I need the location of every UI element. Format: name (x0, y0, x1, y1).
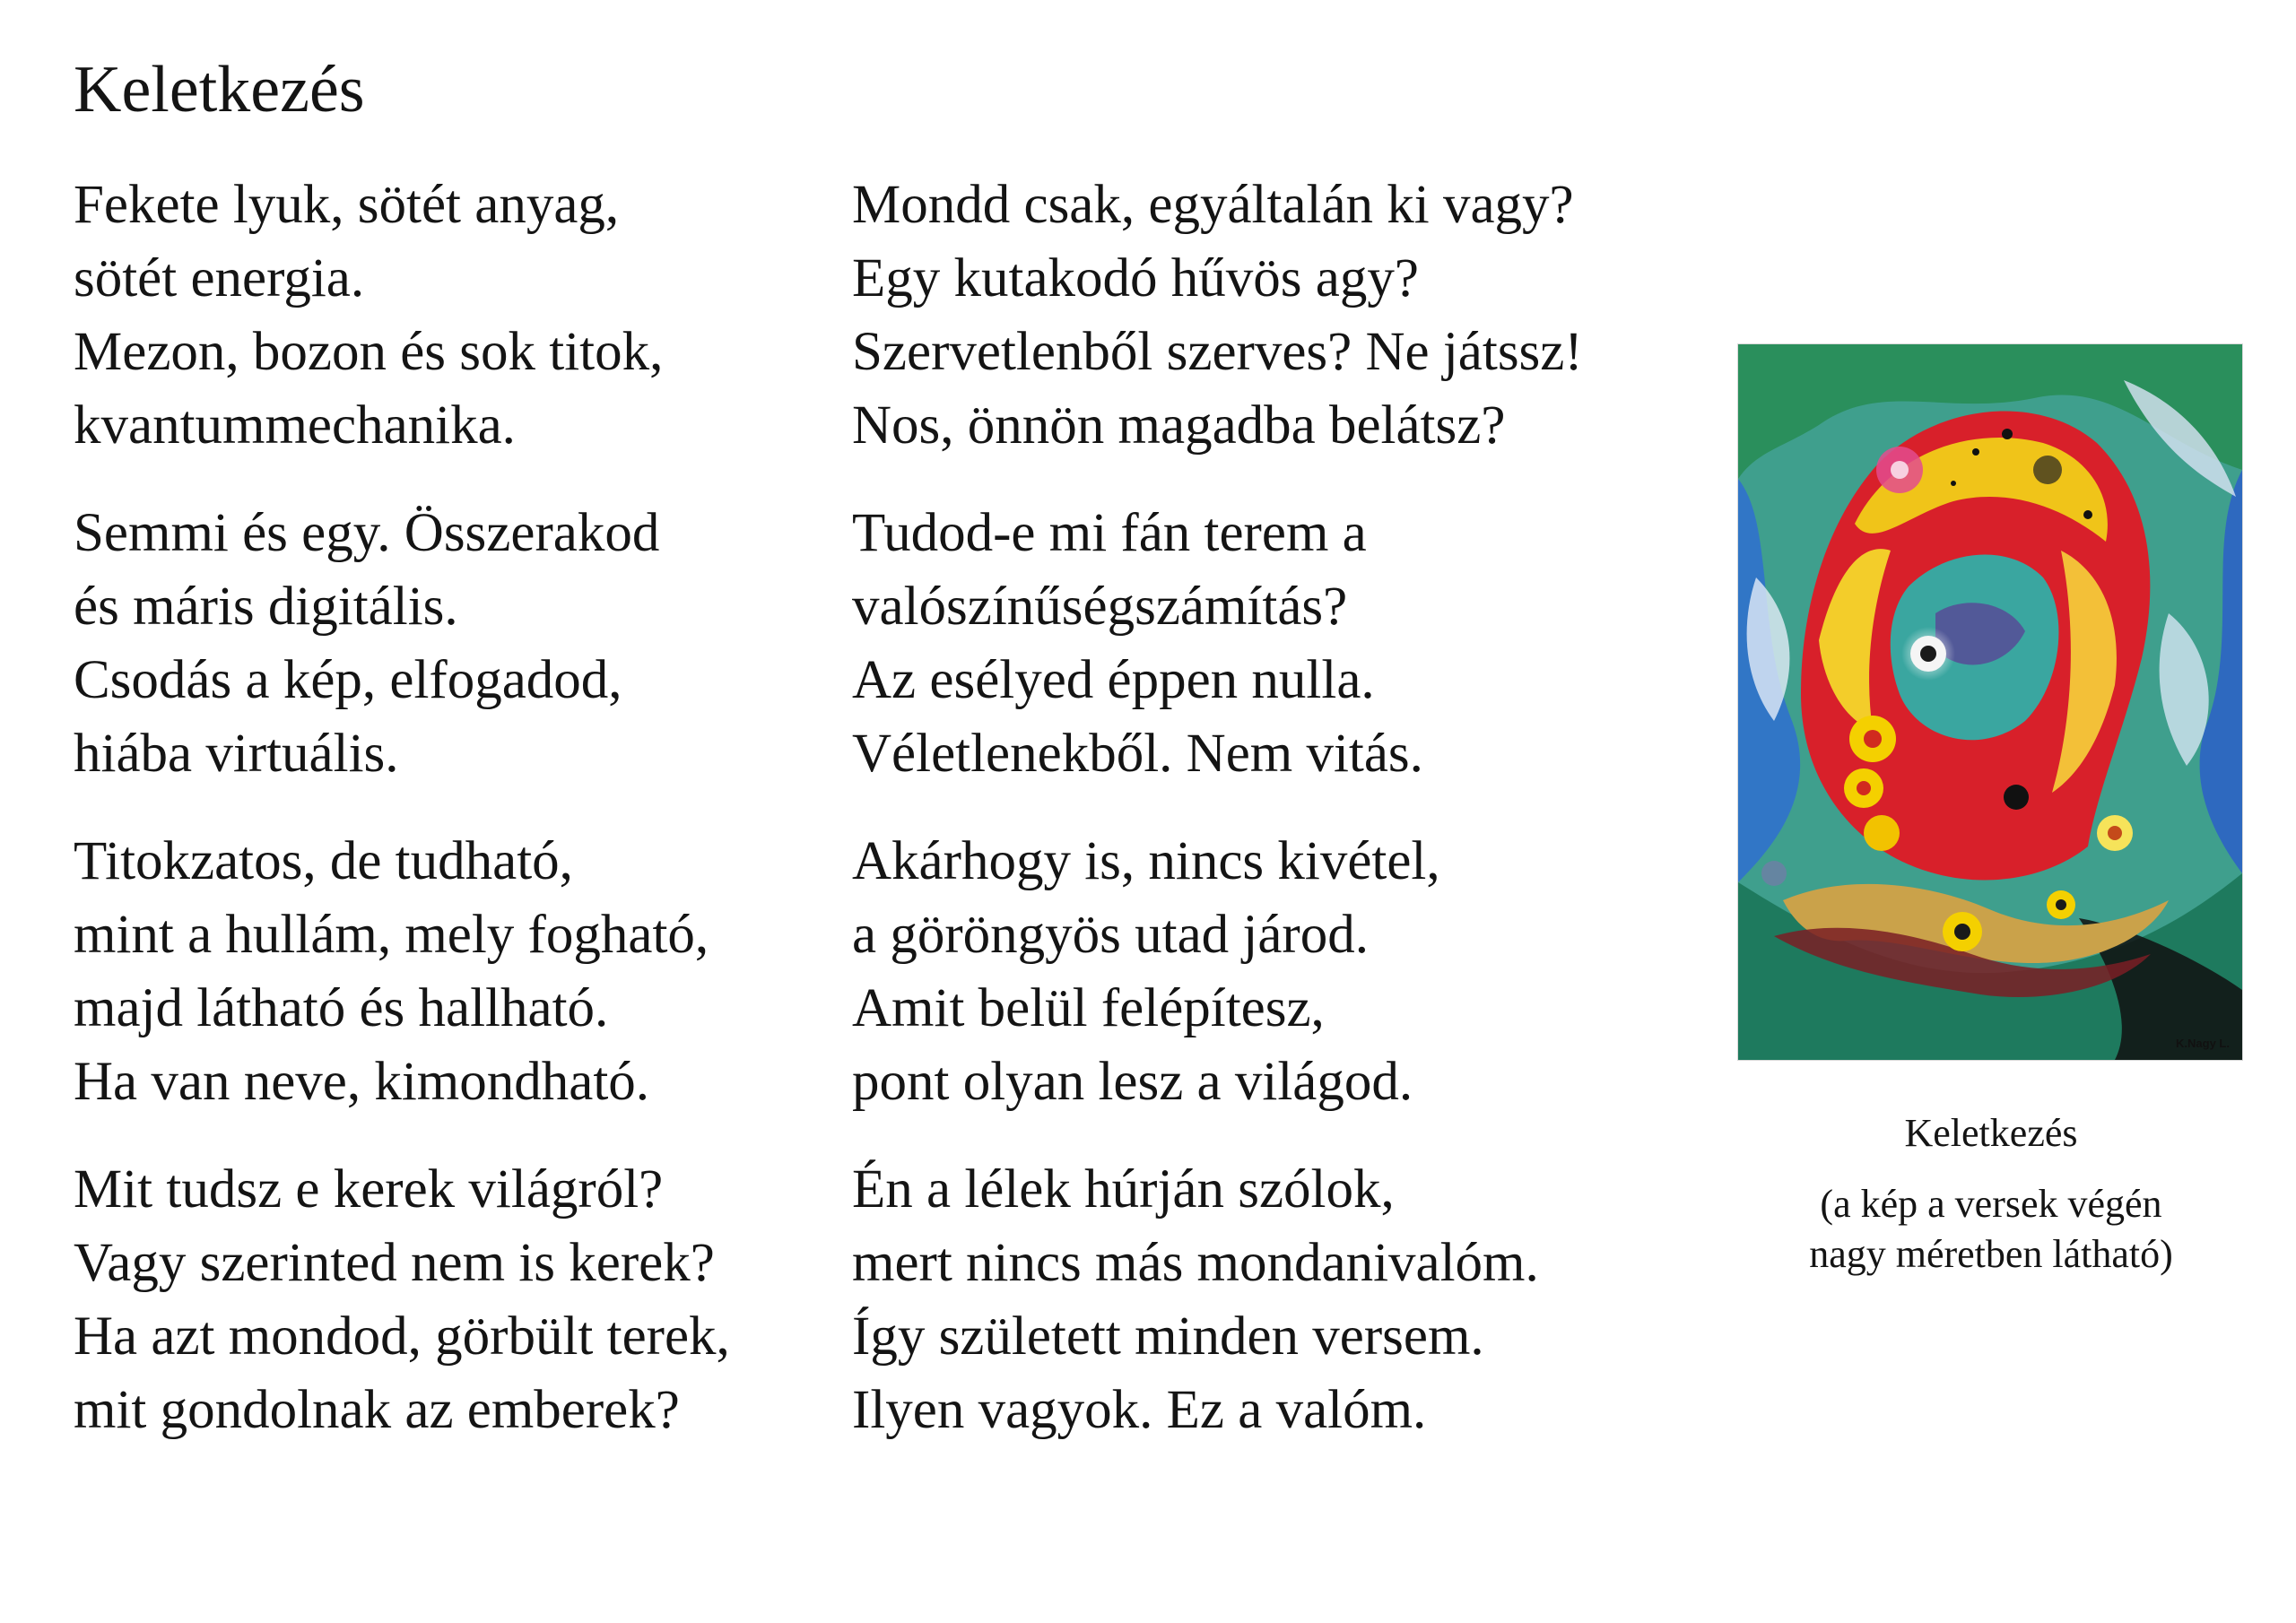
painting-artwork (1738, 344, 2242, 1060)
poem-line: Egy kutakodó hűvös agy? (852, 248, 1419, 308)
stanza (852, 1153, 1641, 1447)
poem-line: hiába virtuális. (74, 724, 399, 784)
poem-line: Véletlenekből. Nem vitás. (852, 724, 1423, 784)
poem-line: Akárhogy is, nincs kivétel, (852, 831, 1440, 891)
poem-line: Én a lélek húrján szólok, (852, 1159, 1395, 1219)
image-caption-title: Keletkezés (1904, 1111, 2078, 1155)
poem-line: Ha azt mondod, görbült terek, (74, 1306, 730, 1367)
stanza (74, 497, 863, 791)
stanza (74, 169, 863, 463)
poem-line: Ilyen vagyok. Ez a valóm. (852, 1380, 1427, 1440)
poem-title: Keletkezés (74, 53, 365, 126)
poem-column-left (74, 169, 863, 1481)
poem-line: és máris digitális. (74, 577, 458, 637)
poem-line: Az esélyed éppen nulla. (852, 650, 1375, 710)
poem-line: mert nincs más mondanivalóm. (852, 1233, 1539, 1293)
image-caption-note (1704, 1179, 2278, 1280)
stanza (74, 825, 863, 1119)
poem-line: Csodás a kép, elfogadod, (74, 650, 622, 710)
caption-note-line: (a kép a versek végén (1820, 1182, 2162, 1226)
poem-line: Mezon, bozon és sok titok, (74, 322, 664, 382)
poem-line: Mondd csak, egyáltalán ki vagy? (852, 175, 1574, 235)
poem-column-right (852, 169, 1641, 1481)
poem-line: Nos, önnön magadba belátsz? (852, 395, 1506, 456)
poem-line: Szervetlenből szerves? Ne játssz! (852, 322, 1583, 382)
poem-line: a göröngyös utad járod. (852, 905, 1369, 965)
poem-line: Amit belül felépítesz, (852, 978, 1325, 1038)
poem-line: Titokzatos, de tudható, (74, 831, 573, 891)
poem-line: Vagy szerinted nem is kerek? (74, 1233, 715, 1293)
poem-line: Ha van neve, kimondható. (74, 1052, 650, 1112)
caption-note-line: nagy méretben látható) (1809, 1232, 2173, 1276)
poem-line: pont olyan lesz a világod. (852, 1052, 1413, 1112)
poem-line: Tudod-e mi fán terem a (852, 503, 1367, 563)
poem-line: Így született minden versem. (852, 1306, 1484, 1367)
abstract-painting (1738, 344, 2242, 1060)
poem-line: mint a hullám, mely fogható, (74, 905, 709, 965)
poem-line: Semmi és egy. Összerakod (74, 503, 660, 563)
poem-line: majd látható és hallható. (74, 978, 609, 1038)
painting-signature: K.Nagy L. (2176, 1037, 2230, 1050)
poem-line: Fekete lyuk, sötét anyag, (74, 175, 620, 235)
stanza (852, 497, 1641, 791)
poem-line: valószínűségszámítás? (852, 577, 1348, 637)
poem-line: Mit tudsz e kerek világról? (74, 1159, 664, 1219)
poem-line: sötét energia. (74, 248, 365, 308)
stanza (74, 1153, 863, 1447)
stanza (852, 825, 1641, 1119)
poem-line: kvantummechanika. (74, 395, 516, 456)
poem-line: mit gondolnak az emberek? (74, 1380, 680, 1440)
stanza (852, 169, 1641, 463)
